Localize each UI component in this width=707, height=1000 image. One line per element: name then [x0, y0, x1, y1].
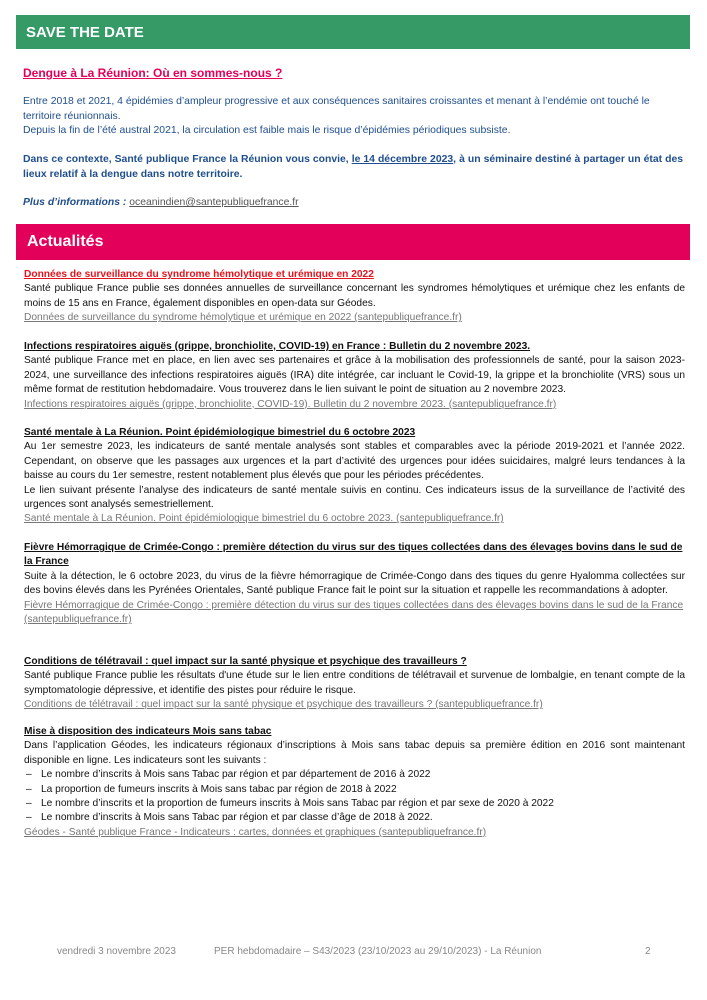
indicator-item: – Le nombre d’inscrits à Mois sans Tabac par région et par classe d’âge de 2018 à 2022.: [24, 811, 685, 825]
article-title[interactable]: Conditions de télétravail : quel impact sur la santé physique et psychique des travailleurs ?: [24, 656, 467, 667]
actualites-banner: [16, 224, 690, 260]
article-title[interactable]: Mise à disposition des indicateurs Mois sans tabac: [24, 726, 272, 737]
contact-email-link[interactable]: oceanindien@santepubliquefrance.fr: [129, 197, 299, 208]
footer-title: PER hebdomadaire – S43/2023 (23/10/2023 au 29/10/2023) - La Réunion: [214, 946, 542, 957]
indicator-item: – La proportion de fumeurs inscrits à Mois sans tabac par région de 2018 à 2022: [24, 783, 685, 797]
article-link[interactable]: Fièvre Hémorragique de Crimée-Congo : première détection du virus sur des tiques collectées dans des élevages bovins dans le sud de la France (santepubliquefrance.fr): [24, 599, 684, 626]
contact-line: [23, 196, 683, 211]
article-link[interactable]: Santé mentale à La Réunion. Point épidémiologique bimestriel du 6 octobre 2023. (santepubliquefrance.fr): [24, 513, 504, 525]
article-ira: [24, 340, 685, 412]
save-the-date-heading: SAVE THE DATE: [26, 23, 144, 41]
article-link[interactable]: Données de surveillance du syndrome hémolytique et urémique en 2022 (santepubliquefrance.fr): [24, 312, 462, 324]
article-link[interactable]: Géodes - Santé publique France - Indicateurs : cartes, données et graphiques (santepubliquefrance.fr): [24, 826, 487, 838]
article-body: Suite à la détection, le 6 octobre 2023, du virus de la fièvre hémorragique de Crimée-Congo dans des tiques du genre Hyalomma collectées sur des bovins élevés dans les Pyrénées Orientales, Santé publique France fait le point sur la situation et rappelle les recommandations à adopter.: [24, 570, 685, 597]
invite-text: Dans ce contexte, Santé publique France la Réunion vous convie,: [23, 154, 352, 165]
dengue-invitation: [23, 153, 683, 182]
article-title[interactable]: Données de surveillance du syndrome hémolytique et urémique en 2022: [24, 269, 374, 280]
article-body: Santé publique France met en place, en lien avec ses partenaires et grâce à la mobilisation des professionnels de santé, pour la saison 2023-2024, une surveillance des infections respiratoires aiguës (IRA) dite intégrée, car incluant le Covid-19, la grippe et la bronchiolite (VRS) sous un même format de restitution hebdomadaire. Vous trouverez dans le lien suivant le point de situation au 2 novembre 2023.: [24, 355, 685, 396]
footer-date: vendredi 3 novembre 2023: [57, 946, 176, 957]
article-sante-mentale: [24, 426, 685, 527]
article-hus: [24, 268, 685, 326]
article-title[interactable]: Fièvre Hémorragique de Crimée-Congo : première détection du virus sur des tiques collectées dans des élevages bovins dans le sud de la France: [24, 542, 683, 568]
indicator-item: – Le nombre d’inscrits à Mois sans Tabac par région et par département de 2016 à 2022: [24, 768, 685, 782]
invite-text-end: , à un séminaire destiné à partager un état des lieux relatif à la dengue dans notre territoire.: [23, 154, 684, 180]
indicator-item: – Le nombre d’inscrits et la proportion de fumeurs inscrits à Mois sans Tabac par région et par sexe de 2020 à 2022: [24, 797, 685, 811]
article-body: Santé publique France publie ses données annuelles de surveillance concernant les syndromes hémolytiques et urémique chez les enfants de moins de 15 ans en France, également disponibles en open-data sur Géodes.: [24, 283, 685, 309]
save-the-date-banner: [16, 15, 690, 49]
article-body: Santé publique France publie les résultats d'une étude sur le lien entre conditions de télétravail et survenue de lombalgie, en tenant compte de la symptomatologie dépressive, et identifie des pistes pour réduire le risque.: [24, 670, 685, 696]
article-link[interactable]: Infections respiratoires aiguës (grippe, bronchiolite, COVID-19). Bulletin du 2 novembre 2023. (santepubliquefrance.fr): [24, 398, 557, 410]
dengue-title: Dengue à La Réunion: Où en sommes-nous ?: [23, 66, 283, 80]
article-mois-sans-tabac: [24, 725, 685, 840]
contact-label: Plus d’informations :: [23, 197, 130, 208]
seminar-date-link[interactable]: le 14 décembre 2023: [351, 154, 454, 165]
article-body: Dans l’application Géodes, les indicateurs régionaux d’inscriptions à Mois sans tabac depuis sa première édition en 2016 sont maintenant disponible en ligne. Les indicateurs sont les suivants :: [24, 740, 685, 766]
article-body: Au 1er semestre 2023, les indicateurs de santé mentale analysés sont stables et comparables avec la période 2019-2021 et l’année 2022. Cependant, on observe que les passages aux urgences et la part d’activité des urgences pour idées suicidaires, malgré leurs tendances à la baisse au cours du 1er semestre, restent notablement plus élevés que pour les périodes précédentes.: [24, 441, 685, 482]
dengue-para-2: Depuis la fin de l’été austral 2021, la circulation est faible mais le risque d’épidémies périodiques subsiste.: [23, 125, 511, 137]
article-title[interactable]: Infections respiratoires aiguës (grippe, bronchiolite, COVID-19) en France : Bulletin du 2 novembre 2023.: [24, 341, 531, 352]
article-link[interactable]: Conditions de télétravail : quel impact sur la santé physique et psychique des travailleurs ? (santepubliquefrance.fr): [24, 699, 543, 711]
actualites-heading: Actualités: [27, 233, 104, 250]
dengue-intro: [23, 95, 683, 139]
dengue-para-1: Entre 2018 et 2021, 4 épidémies d’ampleur progressive et aux conséquences sanitaires croissantes et menant à l’endémie ont touché le territoire réunionnais.: [23, 96, 650, 122]
article-fhcc: [24, 541, 685, 627]
article-title[interactable]: Santé mentale à La Réunion. Point épidémiologique bimestriel du 6 octobre 2023: [24, 427, 416, 438]
article-teletravail: [24, 655, 685, 713]
indicator-list: [24, 768, 685, 826]
article-body-2: Le lien suivant présente l’analyse des indicateurs de santé mentale suivis en continu. Ces indicateurs issus de la surveillance de l’activité des urgences sont analysés semestriellement.: [24, 484, 685, 511]
page-number: 2: [645, 946, 651, 957]
